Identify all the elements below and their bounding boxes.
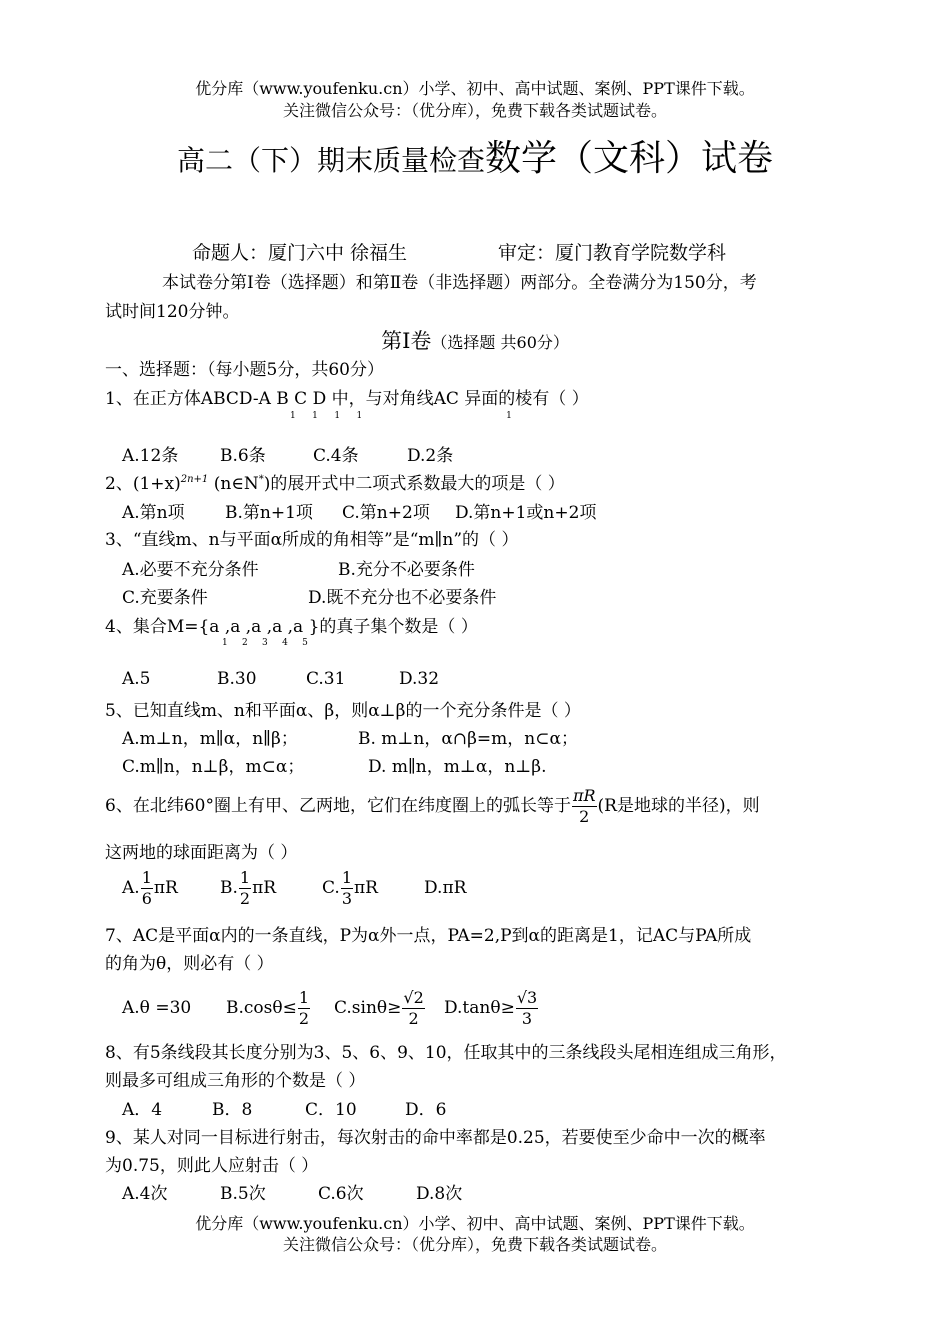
q8-option-b: B．8 [212,1100,253,1120]
q7-option-c-text: C.sinθ≥ [334,998,402,1018]
q2-stem-post2: )的展开式中二项式系数最大的项是（ ） [263,474,565,494]
header-line-2: 关注微信公众号：（优分库），免费下载各类试题试卷。 [282,101,667,120]
q9-option-c: C.6次 [318,1184,364,1204]
q2-stem-post: (n∈N [213,474,259,494]
intro-line-2: 试时间120分钟。 [105,302,240,322]
q1-subscripts: 1 1 1 1 1 [290,411,513,421]
q5-option-b: B. m⊥n，α∩β=m，n⊂α； [358,729,578,749]
q5-stem: 5、已知直线m、n和平面α、β，则α⊥β的一个充分条件是（ ） [105,701,581,721]
q7-option-d [444,988,539,1029]
q1-option-d: D.2条 [407,446,454,466]
q7-option-c-den: 2 [408,1009,419,1028]
q6-option-c [322,868,424,909]
q4-subscripts: 1 2 3 4 5 [222,638,308,648]
q7-option-c-num: √2 [403,988,424,1007]
q6-option-c-rest: πR [354,878,378,898]
q1-options [122,441,453,466]
q6-stem-text-2: (R是地球的半径)，则 [597,796,760,816]
q6-option-d [424,878,466,898]
q4-options [122,669,439,689]
q4-option-a: A.5 [122,669,151,689]
q7-options [122,988,539,1029]
q7-option-d-text: D.tanθ≥ [444,998,515,1018]
q7-option-b-den: 2 [298,1009,310,1028]
volume-heading [0,325,950,355]
volume-note: （选择题 共60分） [431,333,569,352]
q7-option-b [226,988,334,1029]
q9-stem-2: 为0.75，则此人应射击（ ） [105,1156,319,1176]
q1-option-b: B.6条 [220,446,266,466]
q6-option-a-rest: πR [153,878,178,898]
q7-option-c-frac [402,988,424,1029]
q3-option-b: B.充分不必要条件 [338,560,475,580]
q2-option-c: C.第n+2项 [342,503,430,523]
q6-option-b-rest: πR [252,878,277,898]
q2-option-a: A.第n项 [122,503,185,523]
author: 命题人：厦门六中 徐福生 [192,242,408,264]
q6-stem-2: 这两地的球面距离为（ ） [105,843,298,863]
q7-option-b-text: B.cosθ≤ [226,998,297,1018]
q7-stem-1: 7、AC是平面α内的一条直线，P为α外一点，PA=2,P到α的距离是1，记AC与PA所成 [105,926,752,946]
q2-exponent: 2n+1 [180,474,209,485]
q2-option-d: D.第n+1或n+2项 [455,503,597,523]
q6-option-a [122,868,220,909]
q7-option-d-den: 3 [521,1009,533,1028]
page-title [0,130,950,181]
q9-option-a: A.4次 [122,1184,168,1204]
q6-option-d-rest: πR [442,878,467,898]
title-part-1: 高二（下）期末质量检查 [176,144,485,177]
q6-option-c-label: C. [322,878,340,898]
q6-options [122,868,466,909]
title-part-2: 数学（文科）试卷 [485,138,774,179]
q4-option-b: B.30 [217,669,257,689]
q6-option-a-label: A. [122,878,140,898]
section-heading: 一、选择题：（每小题5分，共60分） [105,360,384,380]
q6-option-b [220,868,322,909]
q7-option-d-num: √3 [516,988,538,1007]
q4-stem: 4、集合M={a ,a ,a ,a ,a }的真子集个数是（ ） [105,617,478,637]
reviewer: 审定：厦门教育学院数学科 [498,242,727,264]
q7-option-d-frac [516,988,538,1029]
q9-option-d: D.8次 [416,1184,463,1204]
q6-option-b-label: B. [220,878,238,898]
q8-option-d: D．6 [405,1100,447,1120]
q6-fraction [572,786,597,827]
q7-option-a: A.θ =30 [122,998,192,1018]
q2-options [122,498,596,523]
footer-line-2: 关注微信公众号：（优分库），免费下载各类试题试卷。 [282,1235,667,1254]
q1-option-a: A.12条 [122,446,179,466]
q6-option-a-num: 1 [141,868,152,887]
q7-option-b-frac [298,988,310,1029]
q6-stem-text-1: 6、在北纬60°圈上有甲、乙两地，它们在纬度圈上的弧长等于 [105,796,571,816]
q6-frac-den: 2 [579,807,590,826]
q4-option-d: D.32 [399,669,440,689]
q6-option-b-den: 2 [239,889,251,908]
footer-line-1: 优分库（www.youfenku.cn）小学、初中、高中试题、案例、PPT课件下载。 [195,1214,755,1233]
volume-name: 第Ⅰ卷 [381,329,432,353]
q8-option-a: A．4 [122,1100,163,1120]
q1-stem: 1、在正方体ABCD-A B C D 中，与对角线AC 异面的棱有（ ） [105,389,589,409]
q4-option-c: C.31 [306,669,346,689]
q8-stem-2: 则最多可组成三角形的个数是（ ） [105,1071,366,1091]
q6-option-c-den: 3 [341,889,352,908]
q5-option-a: A.m⊥n，m∥α，n∥β； [122,729,298,749]
q6-stem-1 [105,786,760,827]
q2-stem-pre: 2、(1+x) [105,474,181,494]
q6-option-a-den: 6 [141,889,152,908]
q2-stem [105,469,565,494]
q9-options [122,1179,462,1204]
q6-option-c-frac [341,868,353,909]
q2-option-b: B.第n+1项 [225,503,313,523]
q6-option-d-label: D. [424,878,443,898]
q9-stem-1: 9、某人对同一目标进行射击，每次射击的命中率都是0.25，若要使至少命中一次的概率 [105,1128,766,1148]
q7-option-b-num: 1 [298,988,310,1007]
q1-option-c: C.4条 [313,446,359,466]
q6-option-c-num: 1 [341,868,352,887]
q7-stem-2: 的角为θ，则必有（ ） [105,954,274,974]
q3-option-d: D.既不充分也不必要条件 [308,588,497,608]
q3-option-a: A.必要不充分条件 [122,560,259,580]
q8-option-c: C．10 [305,1100,357,1120]
q8-options [122,1095,446,1120]
q7-option-c [334,988,444,1029]
q8-stem-1: 8、有5条线段其长度分别为3、5、6、9、10，任取其中的三条线段头尾相连组成三角形， [105,1043,787,1063]
q9-option-b: B.5次 [220,1184,266,1204]
header-line-1: 优分库（www.youfenku.cn）小学、初中、高中试题、案例、PPT课件下载。 [195,79,755,98]
q5-option-d: D. m∥n，m⊥α，n⊥β. [368,757,547,777]
q5-option-c: C.m∥n，n⊥β，m⊂α； [122,757,305,777]
q3-stem: 3、“直线m、n与平面α所成的角相等”是“m∥n”的（ ） [105,530,519,550]
q6-option-b-num: 1 [239,868,251,887]
intro-line-1: 本试卷分第Ⅰ卷（选择题）和第Ⅱ卷（非选择题）两部分。全卷满分为150分，考 [162,273,757,293]
q2-star: * [258,474,264,485]
q6-option-b-frac [239,868,251,909]
q6-option-a-frac [141,868,153,909]
q3-option-c: C.充要条件 [122,588,208,608]
q6-frac-num: πR [572,786,596,805]
